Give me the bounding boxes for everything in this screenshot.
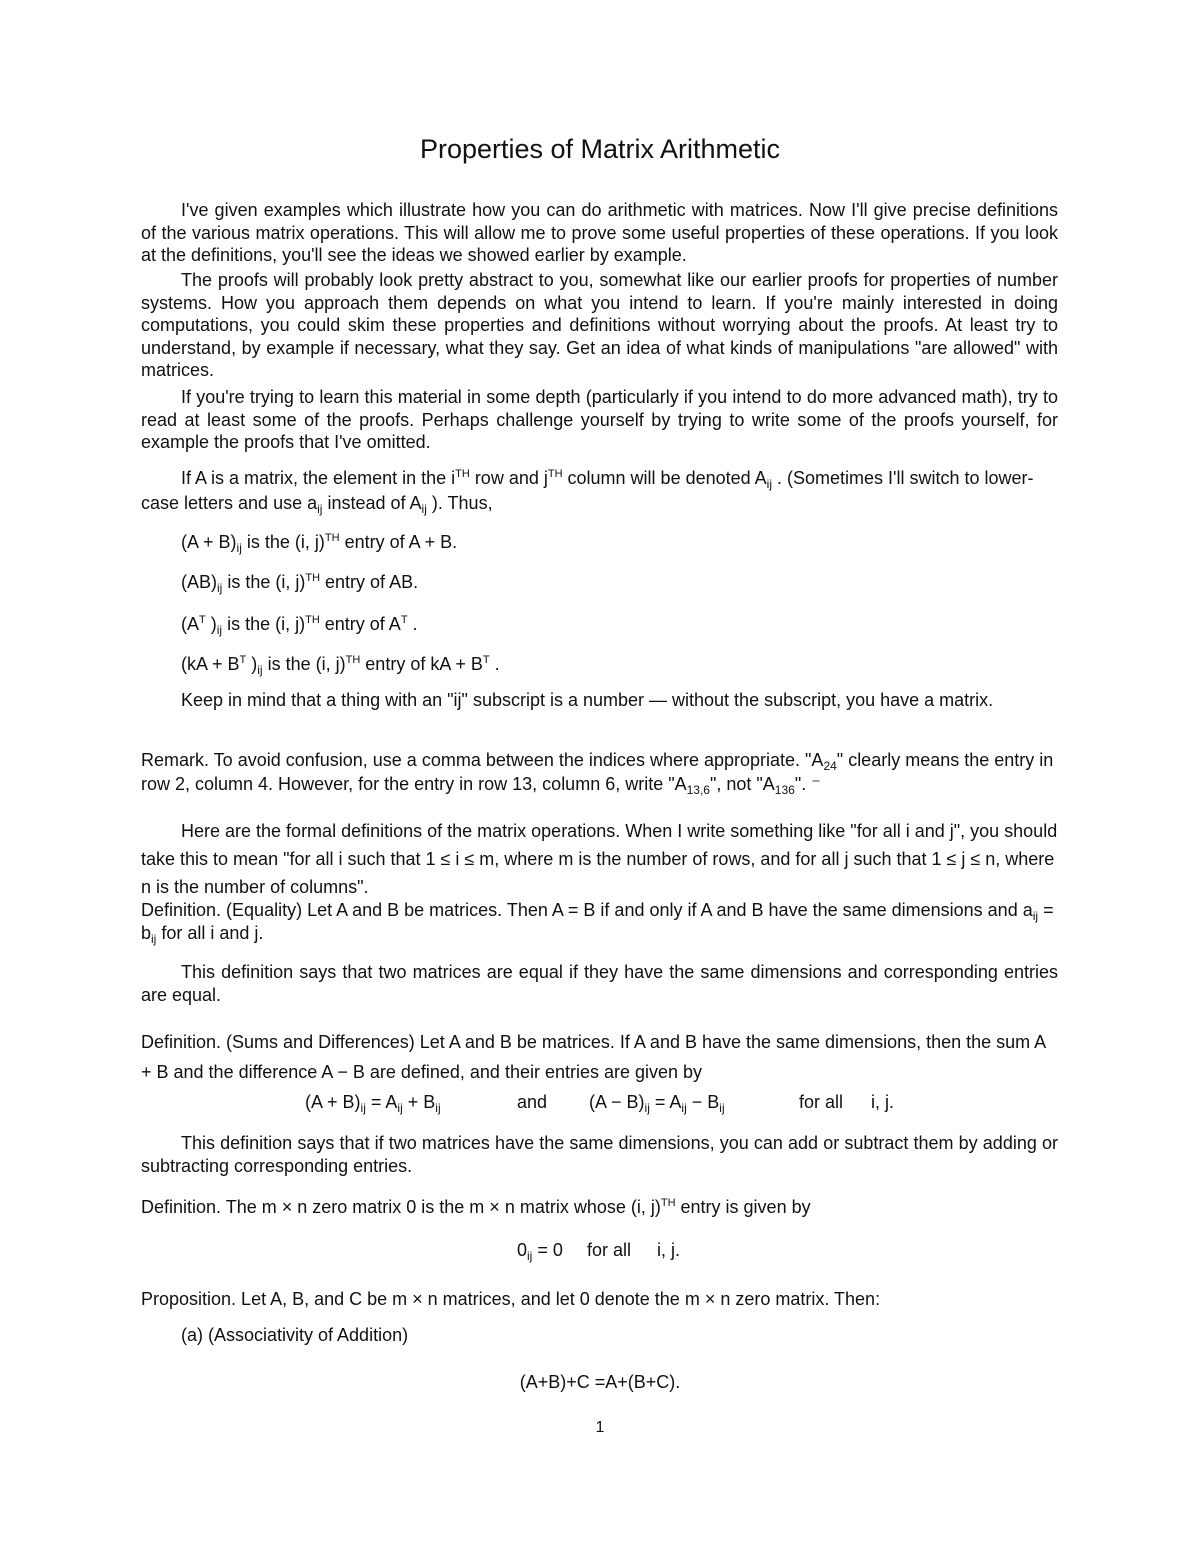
difference-formula: $(A - B)_{ij} = A_{ij} - B_{ij}$ [589, 1092, 725, 1115]
intro-paragraph-3: If you're trying to learn this material in some depth (particularly if you intend to do more advanced math), try to read at least some of the proofs. Perhaps challenge yourself by trying to write some of the proofs yourself, for example the proofs that I've omitted. [141, 387, 1058, 453]
notation-paragraph: If A is a matrix, the element in the $i^{TH}$ row and $j^{TH}$ column will be denoted $A_{ij}$ . (Sometimes I'll switch to lower-case letters and use $a_{ij}$ instead of $A_{ij}$ ). Thus, [141, 468, 1034, 516]
formula-indices: i, j. [871, 1092, 895, 1112]
page-title: Properties of Matrix Arithmetic [419, 134, 781, 164]
proposition: Proposition. Let A, B, and C be m × n matrices, and let 0 denote the m × n zero matrix. Then: [141, 1289, 881, 1309]
notation-example-4: ($kA + B^T$ )$_{ij}$ is the (i, j)$^{TH}$ entry of kA + $B^T$ . [181, 654, 500, 677]
formula-and: and [517, 1092, 548, 1112]
definition-zero-matrix: Definition. The m × n zero matrix 0 is the m × n matrix whose (i, j)$^{TH}$ entry is given by [141, 1197, 811, 1217]
intro-paragraph-1: I've given examples which illustrate how you can do arithmetic with matrices. Now I'll give precise definitions of the various matrix operations. This will allow me to prove some useful properties of these operations. If you look at the definitions, you'll see the ideas we showed earlier by example. [141, 200, 1058, 266]
remark-paragraph: Remark. To avoid confusion, use a comma between the indices where appropriate. "$A_{24}$" clearly means the entry in row 2, column 4. However, for the entry in row 13, column 6, write "$A_{13,6}$", not "$A_{136}$". ⁻ [141, 750, 1054, 797]
notation-example-2: $(AB)_{ij}$ is the (i, j)$^{TH}$ entry of AB. [181, 572, 419, 595]
proposition-part-a: (a) (Associativity of Addition) [181, 1325, 409, 1345]
notation-example-3: ($A^T$ )$_{ij}$ is the (i, j)$^{TH}$ entry of $A^T$ . [181, 614, 418, 637]
formula-for-all: for all [799, 1092, 844, 1112]
subscript-note: Keep in mind that a thing with an "ij" subscript is a number — without the subscript, you have a matrix. [181, 690, 994, 710]
equality-explanation: This definition says that two matrices are equal if they have the same dimensions and corresponding entries are equal. [141, 962, 1058, 1005]
sum-explanation: This definition says that if two matrices have the same dimensions, you can add or subtract them by adding or subtracting corresponding entries. [141, 1133, 1058, 1176]
sum-formula: $(A + B)_{ij} = A_{ij} + B_{ij}$ [305, 1092, 441, 1115]
zero-formula: $0_{ij} = 0$ [517, 1240, 563, 1263]
zero-for-all: for all [587, 1240, 632, 1260]
definition-sums-differences: Definition. (Sums and Differences) Let A and B be matrices. If A and B have the same dimensions, then the sum A + B and the difference A − B are defined, and their entries are given by [141, 1032, 1046, 1082]
notation-example-1: $(A + B)_{ij}$ is the (i, j)$^{TH}$ entry of A + B. [181, 532, 458, 555]
intro-paragraph-2: The proofs will probably look pretty abstract to you, somewhat like our earlier proofs for properties of number systems. How you approach them depends on what you intend to learn. If you're mainly interested in doing computations, you could skim these properties and definitions without worrying about the proofs. At least try to understand, by example if necessary, what they say. Get an idea of what kinds of manipulations "are allowed" with matrices. [141, 270, 1058, 381]
definition-equality: Definition. (Equality) Let A and B be matrices. Then A = B if and only if A and B have the same dimensions and $a_{ij} = b_{ij}$ for all i and j. [141, 900, 1054, 946]
associativity-formula: (A+B)+C =A+(B+C). [519, 1372, 681, 1392]
page-number: 1 [595, 1419, 605, 1436]
formal-definitions-intro: Here are the formal definitions of the matrix operations. When I write something like "for all i and j", you should take this to mean "for all i such that 1 ≤ i ≤ m, where m is the number of rows, and for all j such that 1 ≤ j ≤ n, where n is the number of columns". [141, 821, 1058, 897]
zero-indices: i, j. [657, 1240, 681, 1260]
